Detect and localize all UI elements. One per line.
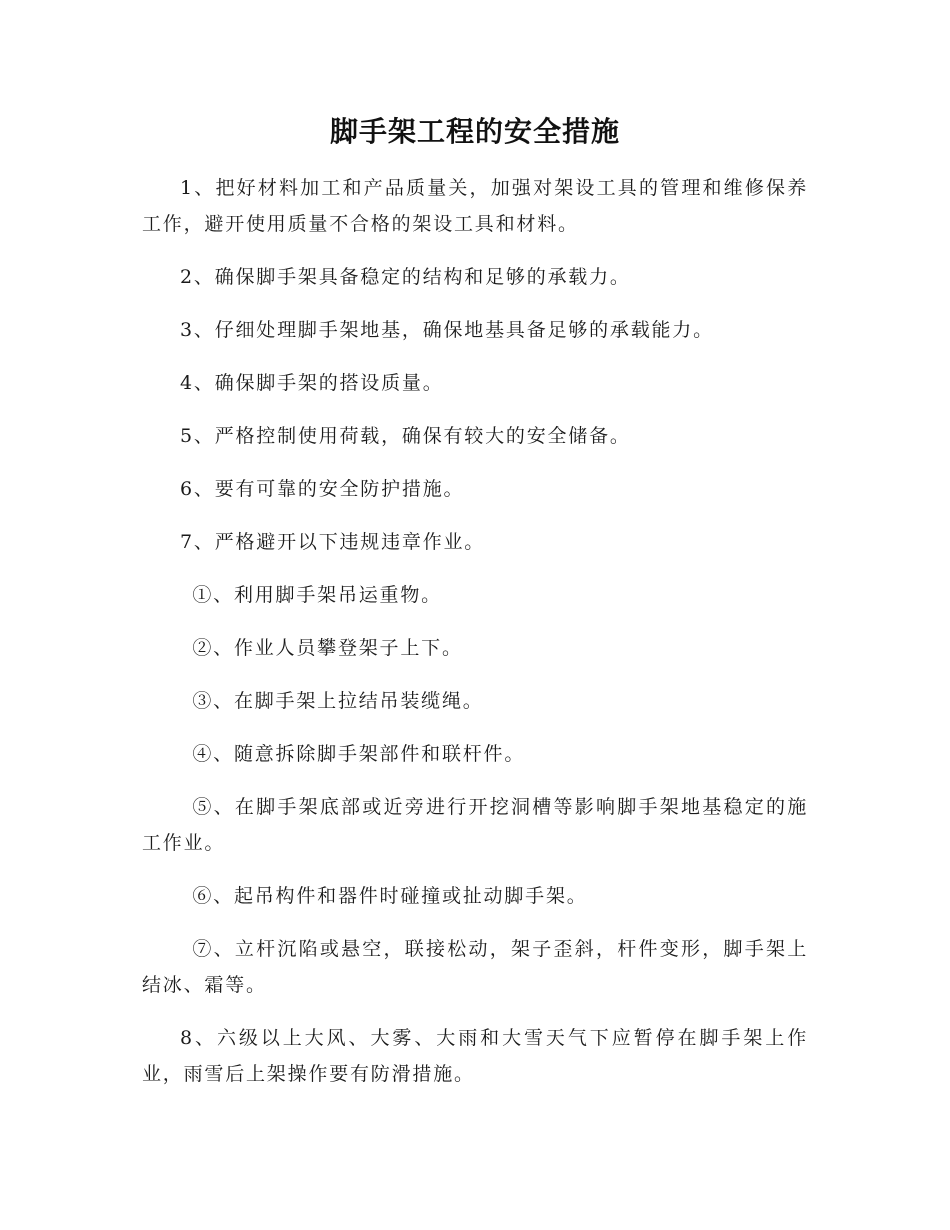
- sub-item-6: ⑥、起吊构件和器件时碰撞或扯动脚手架。: [192, 885, 588, 907]
- document-page: [142, 108, 808, 1109]
- sub-item-2: ②、作业人员攀登架子上下。: [192, 637, 463, 659]
- paragraph-item-1: 1、把好材料加工和产品质量关，加强对架设工具的管理和维修保养工作，避开使用质量不合格的架设工具和材料。: [142, 177, 808, 235]
- paragraph-item-5: 5、严格控制使用荷载，确保有较大的安全储备。: [180, 425, 631, 447]
- page-title: 脚手架工程的安全措施: [329, 115, 620, 148]
- paragraph-item-4: 4、确保脚手架的搭设质量。: [180, 372, 444, 394]
- sub-item-4: ④、随意拆除脚手架部件和联杆件。: [192, 743, 526, 765]
- sub-item-3: ③、在脚手架上拉结吊装缆绳。: [192, 690, 484, 712]
- paragraph-item-7: 7、严格避开以下违规违章作业。: [180, 531, 486, 553]
- sub-item-7: ⑦、立杆沉陷或悬空，联接松动，架子歪斜，杆件变形，脚手架上结冰、霜等。: [142, 938, 808, 996]
- paragraph-item-3: 3、仔细处理脚手架地基，确保地基具备足够的承载能力。: [180, 319, 714, 341]
- sub-item-1: ①、利用脚手架吊运重物。: [192, 584, 442, 606]
- paragraph-item-6: 6、要有可靠的安全防护措施。: [180, 478, 465, 500]
- paragraph-item-2: 2、确保脚手架具备稳定的结构和足够的承载力。: [180, 266, 631, 288]
- paragraph-item-8: 8、六级以上大风、大雾、大雨和大雪天气下应暂停在脚手架上作业，雨雪后上架操作要有防滑措施。: [142, 1027, 808, 1085]
- sub-item-5: ⑤、在脚手架底部或近旁进行开挖洞槽等影响脚手架地基稳定的施工作业。: [142, 796, 808, 854]
